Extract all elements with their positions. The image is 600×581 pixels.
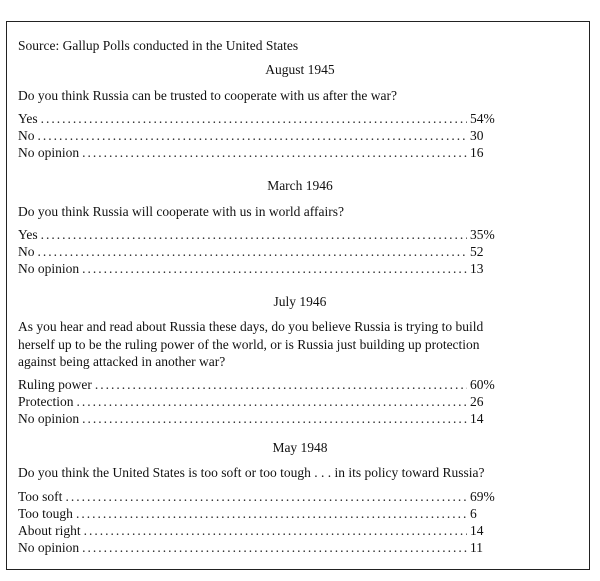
response-row [18,244,504,261]
response-label: Too soft [18,489,63,504]
source-note: Source: Gallup Polls conducted in the United States [18,38,299,53]
response-label: Ruling power [18,377,92,392]
response-row [18,227,504,244]
response-value: 54% [470,111,495,126]
leader-dots [38,244,468,260]
leader-dots [95,377,467,393]
response-row [18,506,504,523]
response-value: 60% [470,377,495,392]
leader-dots [82,540,467,556]
response-value: 26 [470,394,484,409]
response-row [18,261,504,278]
leader-dots [41,227,467,243]
response-label: Too tough [18,506,73,521]
section-date: August 1945 [265,62,335,77]
leader-dots [76,506,467,522]
response-label: Yes [18,111,38,126]
response-row [18,111,504,128]
response-row [18,489,504,506]
response-label: No opinion [18,411,80,426]
leader-dots [41,111,467,127]
response-label: No [18,244,35,259]
response-value: 52 [470,244,484,259]
section-date: March 1946 [267,178,333,193]
response-value: 16 [470,145,484,160]
poll-question: Do you think the United States is too soft or too tough . . . in its policy toward Russia? [18,465,485,480]
leader-dots [84,523,467,539]
response-value: 11 [470,540,483,555]
response-label: No opinion [18,540,80,555]
response-row [18,523,504,540]
section-date: July 1946 [273,294,327,309]
response-label: No [18,128,35,143]
leader-dots [82,411,467,427]
response-label: No opinion [18,261,80,276]
poll-question: As you hear and read about Russia these days, do you believe Russia is trying to build herself up to be the ruling power of the world, or is Russia just building up protection against being attacked in another war? [18,319,484,369]
poll-question: Do you think Russia can be trusted to cooperate with us after the war? [18,88,398,103]
response-row [18,394,504,411]
response-value: 6 [470,506,477,521]
leader-dots [38,128,468,144]
response-label: No opinion [18,145,80,160]
response-row [18,128,504,145]
response-label: About right [18,523,81,538]
leader-dots [82,145,467,161]
leader-dots [65,489,467,505]
response-value: 35% [470,227,495,242]
leader-dots [82,261,467,277]
response-value: 14 [470,411,484,426]
response-value: 30 [470,128,484,143]
response-label: Yes [18,227,38,242]
leader-dots [77,394,468,410]
response-row [18,377,504,394]
section-date: May 1948 [272,440,328,455]
response-label: Protection [18,394,74,409]
poll-question: Do you think Russia will cooperate with us in world affairs? [18,204,344,219]
response-row [18,411,504,428]
response-row [18,540,504,557]
response-row [18,145,504,162]
response-value: 69% [470,489,495,504]
response-value: 13 [470,261,484,276]
response-value: 14 [470,523,484,538]
